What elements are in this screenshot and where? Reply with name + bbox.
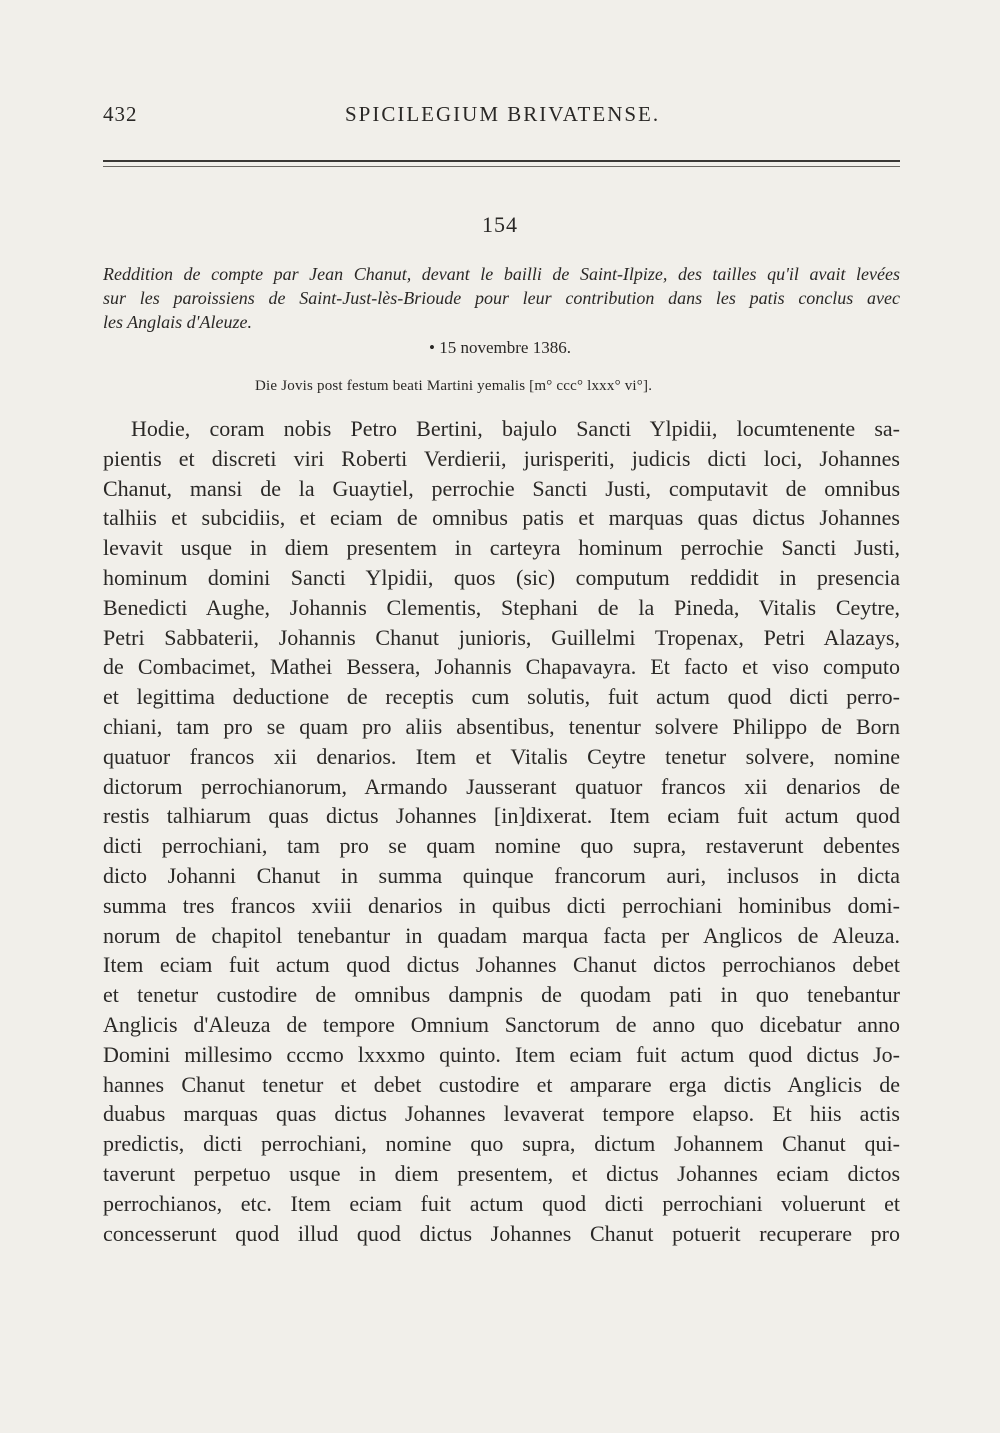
body-line: Hodie, coram nobis Petro Bertini, bajulo Sancti Ylpidii, locumtenente sa-	[131, 416, 900, 441]
dating-clause: Die Jovis post festum beati Martini yemalis [m° ccc° lxxx° vi°].	[255, 378, 653, 394]
summary-line: Reddition de compte par Jean Chanut, devant le bailli de Saint-Ilpize, des tailles qu'il avait levées	[103, 264, 900, 284]
body-line: duabus marquas quas dictus Johannes levaverat tempore elapso. Et hiis actis	[103, 1101, 900, 1127]
body-line: levavit usque in diem presentem in carteyra hominum perrochie Sancti Justi,	[103, 535, 900, 561]
page-number: 432	[103, 102, 138, 126]
body-line: Anglicis d'Aleuza de tempore Omnium Sanctorum de anno quo dicebatur anno	[103, 1011, 900, 1037]
body-line: predictis, dicti perrochiani, nomine quo supra, dictum Johannem Chanut qui-	[103, 1131, 900, 1157]
body-line: chiani, tam pro se quam pro aliis absentibus, tenentur solvere Philippo de Born	[103, 713, 900, 739]
document-body	[103, 414, 900, 1248]
body-line: norum de chapitol tenebantur in quadam marqua facta per Anglicos de Aleuza.	[103, 922, 900, 948]
body-line: quatuor francos xii denarios. Item et Vitalis Ceytre tenetur solvere, nomine	[103, 743, 900, 769]
header-rule-thin	[103, 166, 900, 167]
summary-line: sur les paroissiens de Saint-Just-lès-Brioude pour leur contribution dans les patis conclus avec	[103, 288, 900, 308]
summary-line: les Anglais d'Aleuze.	[103, 312, 253, 332]
body-line: Item eciam fuit actum quod dictus Johannes Chanut dictos perrochianos debet	[103, 952, 900, 978]
document-number: 154	[482, 212, 518, 237]
body-line: dicto Johanni Chanut in summa quinque francorum auri, inclusos in dicta	[103, 862, 900, 888]
document-date: • 15 novembre 1386.	[429, 338, 571, 357]
body-line: dictorum perrochianorum, Armando Jausserant quatuor francos xii denarios de	[103, 773, 900, 799]
body-line: de Combacimet, Mathei Bessera, Johannis Chapavayra. Et facto et viso computo	[103, 654, 900, 680]
body-line: restis talhiarum quas dictus Johannes [in]dixerat. Item eciam fuit actum quod	[103, 803, 900, 829]
body-line: Chanut, mansi de la Guaytiel, perrochie Sancti Justi, computavit de omnibus	[103, 475, 900, 501]
body-line: Domini millesimo cccmo lxxxmo quinto. Item eciam fuit actum quod dictus Jo-	[103, 1041, 900, 1067]
body-line: talhiis et subcidiis, et eciam de omnibus patis et marquas quas dictus Johannes	[103, 505, 900, 531]
document-summary	[103, 262, 900, 334]
running-title: SPICILEGIUM BRIVATENSE.	[345, 102, 661, 126]
body-line: pientis et discreti viri Roberti Verdierii, jurisperiti, judicis dicti loci, Johannes	[103, 445, 900, 471]
body-line: et tenetur custodire de omnibus dampnis de quodam pati in quo tenebantur	[103, 982, 900, 1008]
body-line: perrochianos, etc. Item eciam fuit actum quod dicti perrochiani voluerunt et	[103, 1190, 900, 1216]
body-line: hominum domini Sancti Ylpidii, quos (sic) computum reddidit in presencia	[103, 564, 900, 590]
header-rule	[103, 160, 900, 162]
body-line: taverunt perpetuo usque in diem presentem, et dictus Johannes eciam dictos	[103, 1160, 900, 1186]
body-line: concesserunt quod illud quod dictus Johannes Chanut potuerit recuperare pro	[103, 1220, 900, 1246]
body-line: et legittima deductione de receptis cum solutis, fuit actum quod dicti perro-	[103, 684, 900, 710]
body-line: dicti perrochiani, tam pro se quam nomine quo supra, restaverunt debentes	[103, 833, 900, 859]
running-head	[103, 100, 900, 130]
body-line: summa tres francos xviii denarios in quibus dicti perrochiani hominibus domi-	[103, 892, 900, 918]
body-line: hannes Chanut tenetur et debet custodire et amparare erga dictis Anglicis de	[103, 1071, 900, 1097]
body-line: Petri Sabbaterii, Johannis Chanut junioris, Guillelmi Tropenax, Petri Alazays,	[103, 624, 900, 650]
body-line: Benedicti Aughe, Johannis Clementis, Stephani de la Pineda, Vitalis Ceytre,	[103, 594, 900, 620]
